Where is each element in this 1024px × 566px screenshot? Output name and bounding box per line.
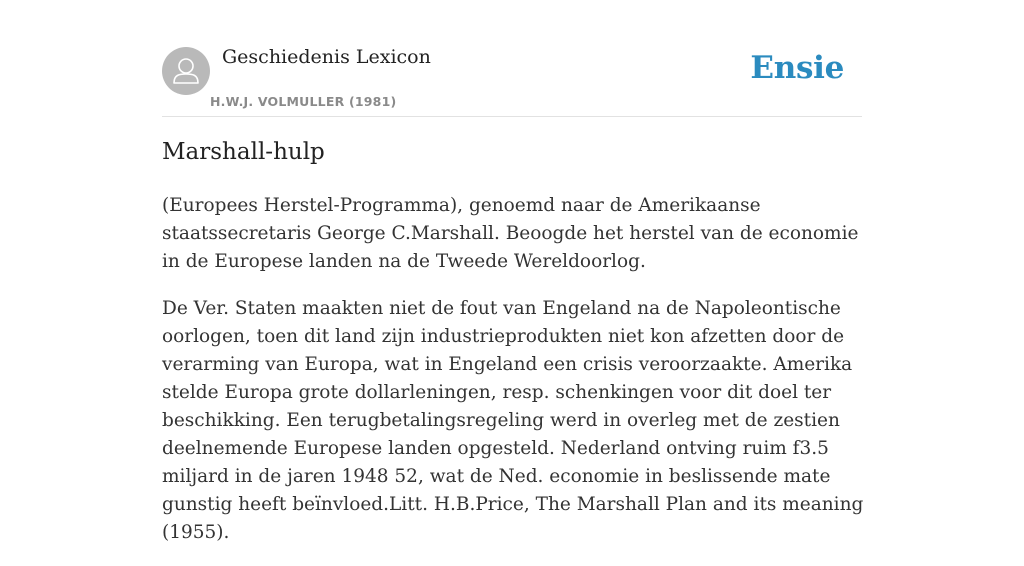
author-link[interactable]: H.W.J. VOLMULLER (1981) [210,94,397,109]
book-title-link[interactable]: Geschiedenis Lexicon [222,46,431,68]
entry-paragraph: (Europees Herstel-Programma), genoemd naar de Amerikaanse staatssecretaris George C.Marshall. Beoogde het herstel van de economie in de Europese landen na de Tweede Wereldoorlog. [162,195,859,272]
page-title: Marshall-hulp [162,139,325,165]
ensie-logo[interactable]: Ensie [750,50,844,86]
entry-paragraph: De Ver. Staten maakten niet de fout van Engeland na de Napoleontische oorlogen, toen dit land zijn industrieprodukten niet kon afzetten door de verarming van Europa, wat in Engeland een crisis veroorzaakte. Amerika stelde Europa grote dollarleningen, resp. schenkingen voor dit doel ter beschikking. Een terugbetalingsregeling werd in overleg met de zestien deelnemende Europese landen opgesteld. Nederland ontving ruim f3.5 miljard in de jaren 1948 52, wat de Ned. economie in beslissende mate gunstig heeft beïnvloed.Litt. H.B.Price, The Marshall Plan and its meaning (1955). [162,298,864,543]
avatar[interactable] [162,47,210,95]
user-icon [162,47,210,95]
entry-content [162,192,870,566]
page-header [162,40,862,117]
